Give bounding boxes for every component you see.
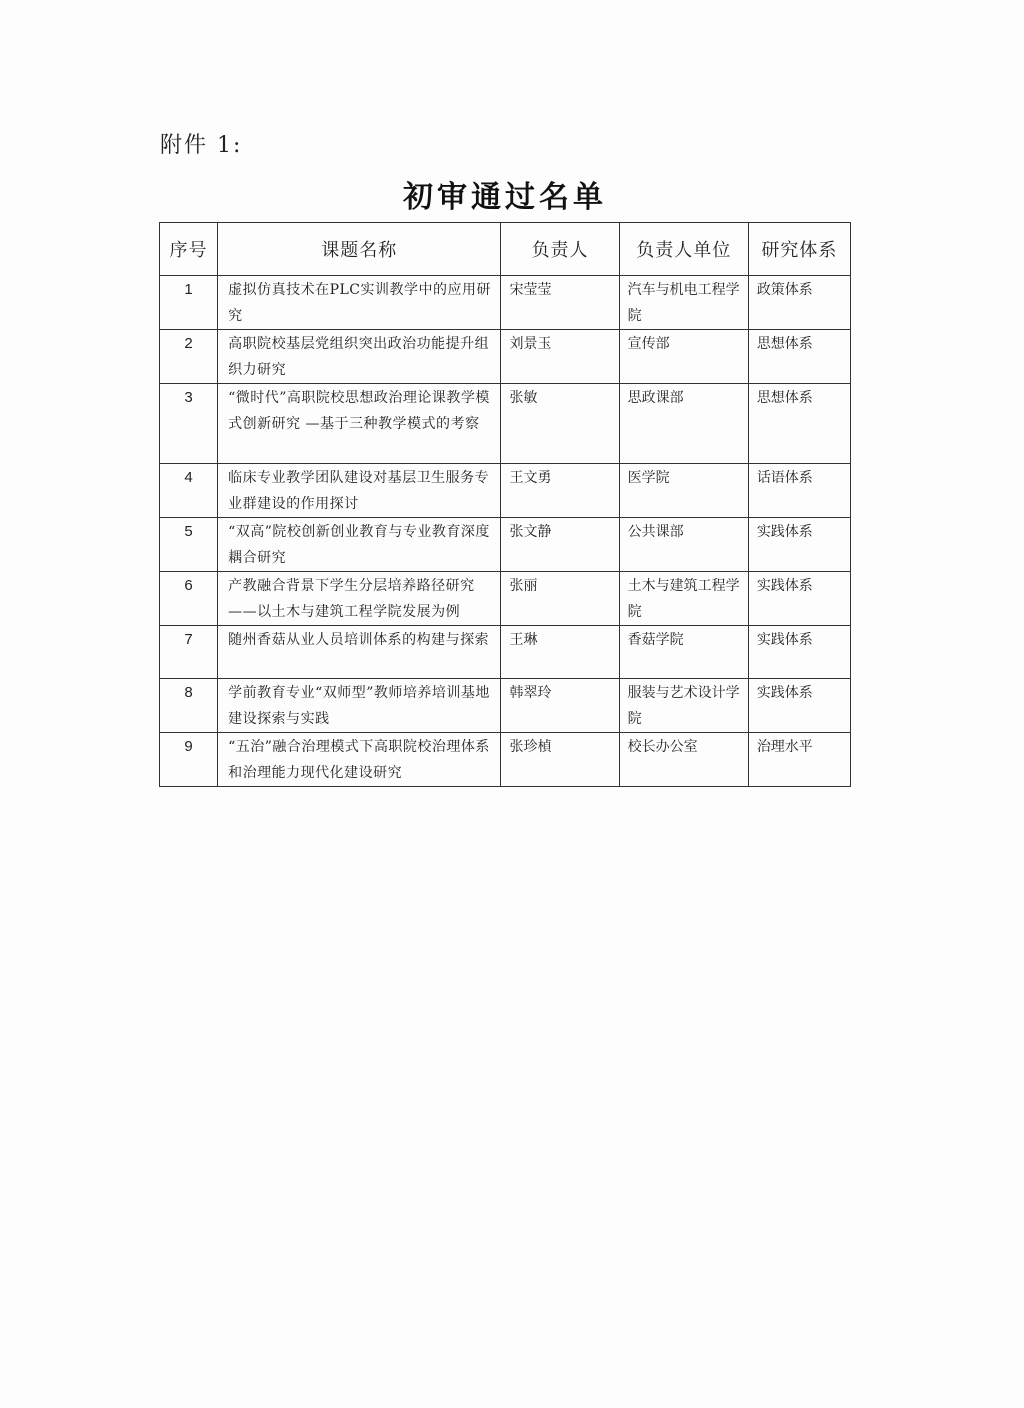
header-unit: 负责人单位 xyxy=(619,223,748,276)
cell-title: 虚拟仿真技术在PLC实训教学中的应用研究 xyxy=(218,276,501,330)
cell-no: 9 xyxy=(160,733,218,787)
cell-title: 高职院校基层党组织突出政治功能提升组织力研究 xyxy=(218,330,501,384)
cell-person: 宋莹莹 xyxy=(501,276,619,330)
table-row xyxy=(160,518,851,572)
cell-system: 思想体系 xyxy=(748,384,850,464)
table-row xyxy=(160,464,851,518)
cell-no: 3 xyxy=(160,384,218,464)
cell-system: 政策体系 xyxy=(748,276,850,330)
cell-system: 话语体系 xyxy=(748,464,850,518)
table-row xyxy=(160,384,851,464)
cell-unit: 思政课部 xyxy=(619,384,748,464)
cell-person: 王文勇 xyxy=(501,464,619,518)
cell-title: “五治”融合治理模式下高职院校治理体系和治理能力现代化建设研究 xyxy=(218,733,501,787)
cell-unit: 校长办公室 xyxy=(619,733,748,787)
cell-unit: 香菇学院 xyxy=(619,626,748,679)
cell-title: 学前教育专业“双师型”教师培养培训基地建设探索与实践 xyxy=(218,679,501,733)
cell-system: 治理水平 xyxy=(748,733,850,787)
cell-system: 实践体系 xyxy=(748,679,850,733)
cell-unit: 汽车与机电工程学院 xyxy=(619,276,748,330)
cell-no: 6 xyxy=(160,572,218,626)
cell-no: 2 xyxy=(160,330,218,384)
cell-no: 1 xyxy=(160,276,218,330)
approved-list-table xyxy=(159,222,851,787)
header-system: 研究体系 xyxy=(748,223,850,276)
cell-unit: 服装与艺术设计学院 xyxy=(619,679,748,733)
cell-unit: 宣传部 xyxy=(619,330,748,384)
table-row xyxy=(160,733,851,787)
table-header-row xyxy=(160,223,851,276)
cell-no: 7 xyxy=(160,626,218,679)
cell-no: 5 xyxy=(160,518,218,572)
cell-no: 8 xyxy=(160,679,218,733)
cell-person: 张敏 xyxy=(501,384,619,464)
cell-unit: 医学院 xyxy=(619,464,748,518)
cell-person: 韩翠玲 xyxy=(501,679,619,733)
attachment-label: 附件 1: xyxy=(160,133,243,158)
cell-person: 张文静 xyxy=(501,518,619,572)
cell-person: 张珍楨 xyxy=(501,733,619,787)
cell-title: 临床专业教学团队建设对基层卫生服务专业群建设的作用探讨 xyxy=(218,464,501,518)
document-title: 初审通过名单 xyxy=(403,180,607,215)
header-title: 课题名称 xyxy=(218,223,501,276)
cell-title: 产教融合背景下学生分层培养路径研究——以土木与建筑工程学院发展为例 xyxy=(218,572,501,626)
table-row xyxy=(160,276,851,330)
table-row xyxy=(160,626,851,679)
table-row xyxy=(160,330,851,384)
cell-title: “微时代”高职院校思想政治理论课教学模式创新研究 —基于三种教学模式的考察 xyxy=(218,384,501,464)
cell-system: 实践体系 xyxy=(748,518,850,572)
header-no: 序号 xyxy=(160,223,218,276)
cell-person: 刘景玉 xyxy=(501,330,619,384)
cell-person: 张丽 xyxy=(501,572,619,626)
table-row xyxy=(160,572,851,626)
header-person: 负责人 xyxy=(501,223,619,276)
cell-system: 实践体系 xyxy=(748,626,850,679)
table-row xyxy=(160,679,851,733)
cell-title: 随州香菇从业人员培训体系的构建与探索 xyxy=(218,626,501,679)
cell-no: 4 xyxy=(160,464,218,518)
cell-title: “双高”院校创新创业教育与专业教育深度耦合研究 xyxy=(218,518,501,572)
cell-system: 思想体系 xyxy=(748,330,850,384)
cell-unit: 公共课部 xyxy=(619,518,748,572)
cell-system: 实践体系 xyxy=(748,572,850,626)
cell-person: 王琳 xyxy=(501,626,619,679)
cell-unit: 土木与建筑工程学院 xyxy=(619,572,748,626)
